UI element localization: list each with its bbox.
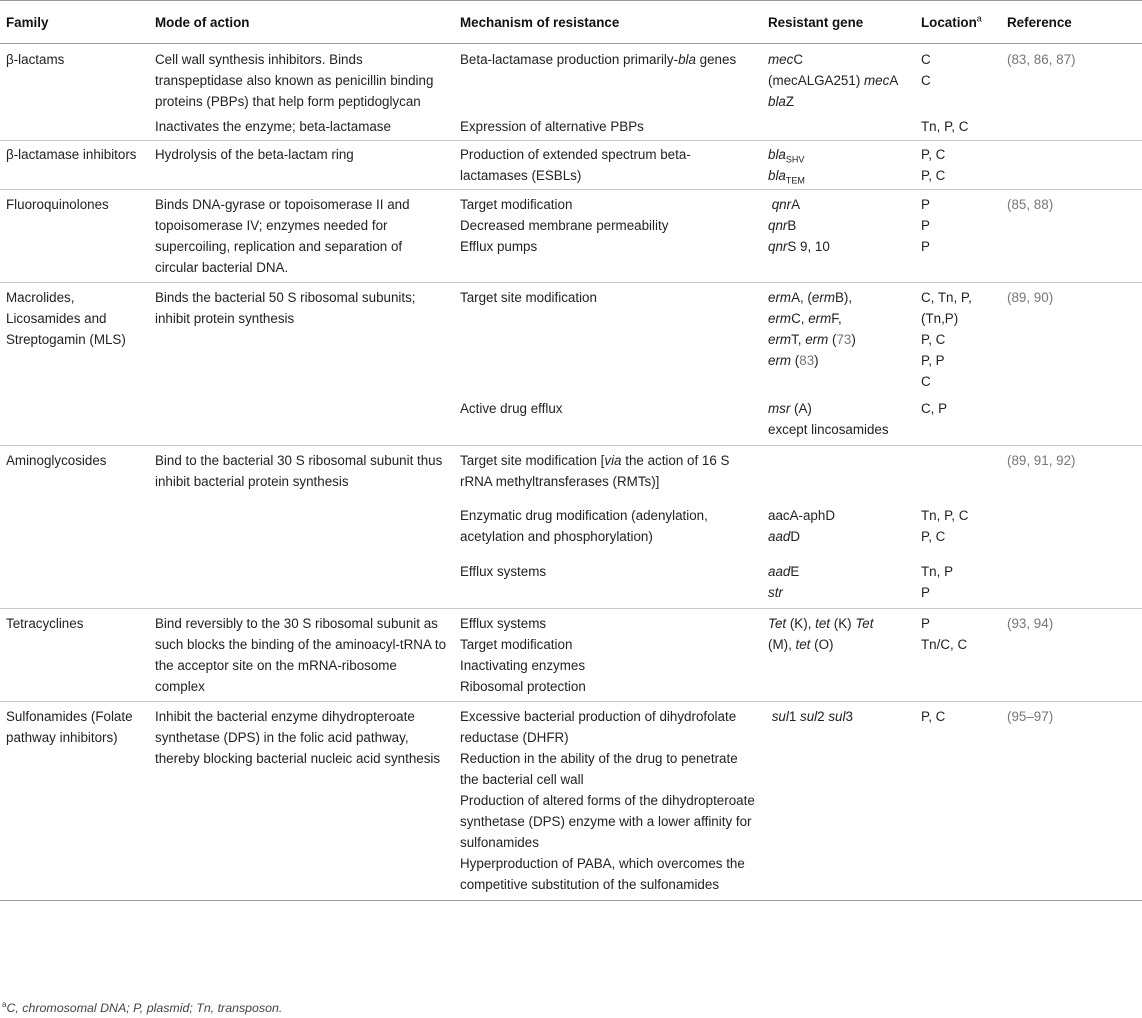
- table-row: [0, 398, 1142, 446]
- cell-reference: [1001, 190, 1142, 283]
- gene-italic: erm: [808, 311, 832, 326]
- gene-italic: tet: [815, 616, 831, 631]
- gene-text: (A): [790, 401, 812, 416]
- cell-location: [915, 609, 1001, 702]
- table-row: [0, 141, 1142, 190]
- gene-italic: erm: [768, 353, 792, 368]
- cell-mode: [149, 561, 454, 609]
- gene-line: [768, 329, 909, 350]
- cell-mode: Cell wall synthesis inhibitors. Binds transpeptidase also known as penicillin binding proteins (PBPs) that help form peptidoglycan: [155, 52, 434, 109]
- gene-text: (O): [810, 637, 834, 652]
- cell-gene: [762, 609, 915, 702]
- cell-location: P, C: [915, 702, 1001, 901]
- gene-text: Z: [785, 94, 795, 109]
- ref-paren: (: [1007, 52, 1012, 67]
- gene-line: [768, 582, 909, 603]
- location-line: C, Tn, P,: [921, 290, 972, 305]
- location-line: P: [921, 616, 930, 631]
- location-line: P, C: [921, 147, 946, 162]
- cell-family: [0, 398, 149, 446]
- ref-paren: (: [1007, 453, 1012, 468]
- gene-italic: aad: [768, 529, 791, 544]
- cell-mechanism: Expression of alternative PBPs: [460, 119, 644, 134]
- cell-mode: Inactivates the enzyme; beta-lactamase: [155, 119, 391, 134]
- mechanism-line: Target modification: [460, 197, 573, 212]
- mechanism-line: Efflux systems: [460, 616, 547, 631]
- cell-gene: [762, 190, 915, 283]
- location-line: (Tn,P): [921, 311, 959, 326]
- gene-subscript: TEM: [785, 175, 805, 186]
- gene-italic: sul: [828, 709, 846, 724]
- mech-italic: via: [604, 453, 622, 468]
- cell-reference: [1001, 398, 1142, 446]
- header-reference: Reference: [1001, 1, 1142, 44]
- mech-text: the action of 16 S rRNA methyltransferases (RMTs)]: [460, 453, 730, 489]
- cell-gene: [762, 398, 915, 446]
- gene-line: [768, 144, 909, 165]
- cell-mechanism: Active drug efflux: [460, 401, 563, 416]
- cell-mechanism: [454, 702, 762, 901]
- cell-gene: [762, 702, 915, 901]
- cell-family: Tetracyclines: [0, 609, 149, 702]
- reference-link[interactable]: 83, 86, 87: [1011, 52, 1072, 67]
- cell-mode: [149, 505, 454, 561]
- header-location: [915, 1, 1001, 44]
- mech-text: genes: [695, 52, 737, 67]
- location-line: P: [921, 197, 930, 212]
- cell-mechanism: [454, 446, 762, 506]
- gene-italic: bla: [768, 94, 786, 109]
- cell-family: Fluoroquinolones: [0, 190, 149, 283]
- gene-italic: erm: [768, 311, 792, 326]
- header-gene: Resistant gene: [762, 1, 915, 44]
- gene-line: [768, 634, 909, 655]
- cell-location: [915, 505, 1001, 561]
- gene-italic: mec: [864, 73, 890, 88]
- header-family: Family: [0, 1, 149, 44]
- gene-text: A: [791, 197, 801, 212]
- table-row: [0, 561, 1142, 609]
- cell-location: [915, 190, 1001, 283]
- cell-gene: [762, 283, 915, 399]
- gene-line: [768, 236, 909, 257]
- ref-paren: ): [1071, 52, 1076, 67]
- cell-location: [915, 446, 1001, 506]
- cell-gene: [762, 561, 915, 609]
- ref-paren: ): [1071, 453, 1076, 468]
- mechanism-line: Production of altered forms of the dihydropteroate synthetase (DPS) enzyme with a lower affinity for sulfonamides: [460, 793, 755, 850]
- ref-paren: (: [1007, 616, 1012, 631]
- header-mechanism: Mechanism of resistance: [454, 1, 762, 44]
- cell-mechanism: [454, 44, 762, 117]
- cell-family: Macrolides, Licosamides and Streptogamin (MLS): [0, 283, 149, 399]
- location-line: P: [921, 239, 930, 254]
- table-row: [0, 116, 1142, 141]
- gene-text: C,: [791, 311, 809, 326]
- mechanism-line: Hyperproduction of PABA, which overcomes the competitive substitution of the sulfonamides: [460, 856, 745, 892]
- gene-line: [768, 165, 909, 186]
- location-line: C: [921, 52, 931, 67]
- ref-paren: ): [1048, 709, 1054, 724]
- cell-reference: [1001, 44, 1142, 117]
- cell-gene: [762, 505, 915, 561]
- cell-family: β-lactamase inhibitors: [0, 141, 149, 190]
- cell-mode: Inhibit the bacterial enzyme dihydropteroate synthetase (DPS) in the folic acid pathway, thereby blocking bacterial nucleic acid synthesis: [149, 702, 454, 901]
- table-row: [0, 446, 1142, 506]
- location-line: P, C: [921, 332, 946, 347]
- gene-text: A: [889, 73, 899, 88]
- cell-mode: Binds DNA-gyrase or topoisomerase II and topoisomerase IV; enzymes needed for supercoiling, replication and separation of circular bacterial DNA.: [149, 190, 454, 283]
- cell-reference: [1001, 702, 1142, 901]
- gene-text: A, (: [791, 290, 812, 305]
- gene-italic: bla: [768, 168, 786, 183]
- cell-family: [0, 561, 149, 609]
- cell-gene: [762, 446, 915, 506]
- mechanism-line: Reduction in the ability of the drug to penetrate the bacterial cell wall: [460, 751, 738, 787]
- gene-italic: qnr: [771, 197, 792, 212]
- ref-paren: (: [1007, 197, 1012, 212]
- gene-italic: aad: [768, 564, 791, 579]
- gene-line: [768, 308, 909, 329]
- gene-italic: bla: [768, 147, 786, 162]
- ref-paren: (: [1007, 709, 1012, 724]
- gene-text: T,: [791, 332, 806, 347]
- mech-text: Target site modification [: [460, 453, 605, 468]
- mechanism-line: Excessive bacterial production of dihydrofolate reductase (DHFR): [460, 709, 737, 745]
- gene-line: aacA-aphD: [768, 508, 835, 523]
- gene-italic: tet: [795, 637, 811, 652]
- cell-mode: [149, 398, 454, 446]
- cell-reference: [1001, 283, 1142, 399]
- gene-text: ): [851, 332, 856, 347]
- gene-line: [768, 70, 909, 91]
- cell-location: [915, 561, 1001, 609]
- header-location-footnote-mark: a: [976, 13, 982, 24]
- cell-reference: [1001, 116, 1142, 141]
- cell-location: Tn, P, C: [921, 119, 969, 134]
- cell-family: Sulfonamides (Folate pathway inhibitors): [0, 702, 149, 901]
- table-row: [0, 190, 1142, 283]
- footnote-mark: a: [2, 1000, 7, 1009]
- gene-line: [768, 215, 909, 236]
- header-mode: Mode of action: [149, 1, 454, 44]
- gene-line: [768, 49, 909, 70]
- reference-link[interactable]: 93, 94: [1011, 616, 1049, 631]
- cell-mode: Hydrolysis of the beta-lactam ring: [149, 141, 454, 190]
- table-footnote: [0, 1000, 282, 1015]
- cell-gene: [762, 116, 915, 141]
- cell-mode: Bind reversibly to the 30 S ribosomal subunit as such blocks the binding of the aminoacyl-tRNA to the acceptor site on the mRNA-ribosome complex: [149, 609, 454, 702]
- reference-link[interactable]: 85, 88: [1011, 197, 1049, 212]
- cell-location: C, P: [921, 401, 948, 416]
- gene-italic: Tet: [768, 616, 787, 631]
- gene-text: E: [790, 564, 800, 579]
- gene-text: (: [791, 353, 800, 368]
- mechanism-line: Ribosomal protection: [460, 679, 586, 694]
- gene-text: (: [828, 332, 837, 347]
- table-row: [0, 702, 1142, 901]
- header-row: [0, 1, 1142, 44]
- cell-gene: [762, 44, 915, 117]
- gene-text: B: [787, 218, 797, 233]
- cell-mechanism: [454, 190, 762, 283]
- location-line: P, C: [921, 529, 946, 544]
- location-line: P: [921, 585, 930, 600]
- gene-line: [768, 91, 909, 112]
- gene-text: F,: [831, 311, 842, 326]
- mech-text: Beta-lactamase production primarily-: [460, 52, 679, 67]
- gene-line: [768, 194, 909, 215]
- cell-family: β-lactams: [6, 52, 65, 67]
- gene-text: S 9, 10: [787, 239, 830, 254]
- cell-location: [915, 141, 1001, 190]
- gene-italic: str: [768, 585, 783, 600]
- reference-link[interactable]: 73: [836, 332, 852, 347]
- gene-italic: mec: [768, 52, 794, 67]
- gene-italic: sul: [800, 709, 818, 724]
- cell-gene: [762, 141, 915, 190]
- table-row: [0, 609, 1142, 702]
- gene-line: [768, 613, 909, 634]
- gene-italic: msr: [768, 401, 791, 416]
- mechanism-line: Decreased membrane permeability: [460, 218, 669, 233]
- gene-text: (mecALGA251): [768, 73, 865, 88]
- gene-text: ): [814, 353, 819, 368]
- cell-mechanism: Target site modification: [454, 283, 762, 399]
- gene-italic: qnr: [768, 218, 788, 233]
- ref-paren: ): [1048, 616, 1054, 631]
- table-row: [0, 44, 1142, 117]
- reference-link[interactable]: 83: [799, 353, 815, 368]
- cell-location: [915, 44, 1001, 117]
- location-line: C: [921, 73, 931, 88]
- mechanism-line: Efflux pumps: [460, 239, 538, 254]
- location-line: Tn, P, C: [921, 508, 969, 523]
- gene-italic: Tet: [855, 616, 874, 631]
- gene-text: 1: [788, 709, 801, 724]
- cell-reference: [1001, 446, 1142, 506]
- gene-text: 2: [817, 709, 829, 724]
- gene-italic: erm: [811, 290, 835, 305]
- cell-mechanism: Enzymatic drug modification (adenylation, acetylation and phosphorylation): [460, 508, 708, 544]
- cell-mechanism: [454, 609, 762, 702]
- gene-text: (M),: [768, 637, 796, 652]
- table-row: [0, 283, 1142, 399]
- gene-text: B),: [834, 290, 853, 305]
- gene-italic: qnr: [768, 239, 788, 254]
- gene-text: D: [790, 529, 801, 544]
- cell-reference: [1001, 561, 1142, 609]
- gene-line: [768, 561, 909, 582]
- cell-mechanism: Production of extended spectrum beta-lactamases (ESBLs): [454, 141, 762, 190]
- gene-italic: erm: [805, 332, 829, 347]
- gene-text: C: [793, 52, 803, 67]
- gene-line: [768, 526, 909, 547]
- cell-family: [0, 116, 149, 141]
- mech-italic: bla: [678, 52, 696, 67]
- gene-italic: erm: [768, 290, 792, 305]
- cell-reference: [1001, 609, 1142, 702]
- table-row: [0, 505, 1142, 561]
- footnote-text: C, chromosomal DNA; P, plasmid; Tn, transposon.: [6, 1001, 283, 1016]
- gene-line: [768, 350, 909, 371]
- location-line: C: [921, 374, 931, 389]
- gene-line: [768, 287, 909, 308]
- reference-link[interactable]: 89, 90: [1011, 290, 1049, 305]
- gene-italic: sul: [771, 709, 789, 724]
- cell-family: [0, 505, 149, 561]
- location-line: P: [921, 218, 930, 233]
- location-line: P, C: [921, 168, 946, 183]
- ref-paren: ): [1048, 197, 1054, 212]
- gene-text: (K): [830, 616, 856, 631]
- cell-location: [915, 283, 1001, 399]
- reference-link[interactable]: 89, 91, 92: [1011, 453, 1072, 468]
- gene-text: (K),: [786, 616, 816, 631]
- location-line: P, P: [921, 353, 945, 368]
- reference-link[interactable]: 95–97: [1011, 709, 1049, 724]
- gene-line: [768, 398, 909, 419]
- cell-mechanism: Efflux systems: [460, 564, 547, 579]
- cell-mode: Bind to the bacterial 30 S ribosomal subunit thus inhibit bacterial protein synthesis: [149, 446, 454, 506]
- mechanism-line: Target modification: [460, 637, 573, 652]
- cell-reference: [1001, 505, 1142, 561]
- ref-paren: (: [1007, 290, 1012, 305]
- gene-italic: erm: [768, 332, 792, 347]
- gene-subscript: SHV: [785, 154, 805, 165]
- cell-mode: Binds the bacterial 50 S ribosomal subunits; inhibit protein synthesis: [149, 283, 454, 399]
- mechanism-line: Inactivating enzymes: [460, 658, 586, 673]
- gene-text: 3: [845, 709, 853, 724]
- cell-reference: [1001, 141, 1142, 190]
- gene-line: except lincosamides: [768, 422, 889, 437]
- ref-paren: ): [1048, 290, 1054, 305]
- header-location-label: Location: [921, 14, 977, 30]
- location-line: Tn/C, C: [921, 637, 968, 652]
- cell-family: Aminoglycosides: [0, 446, 149, 506]
- location-line: Tn, P: [921, 564, 953, 579]
